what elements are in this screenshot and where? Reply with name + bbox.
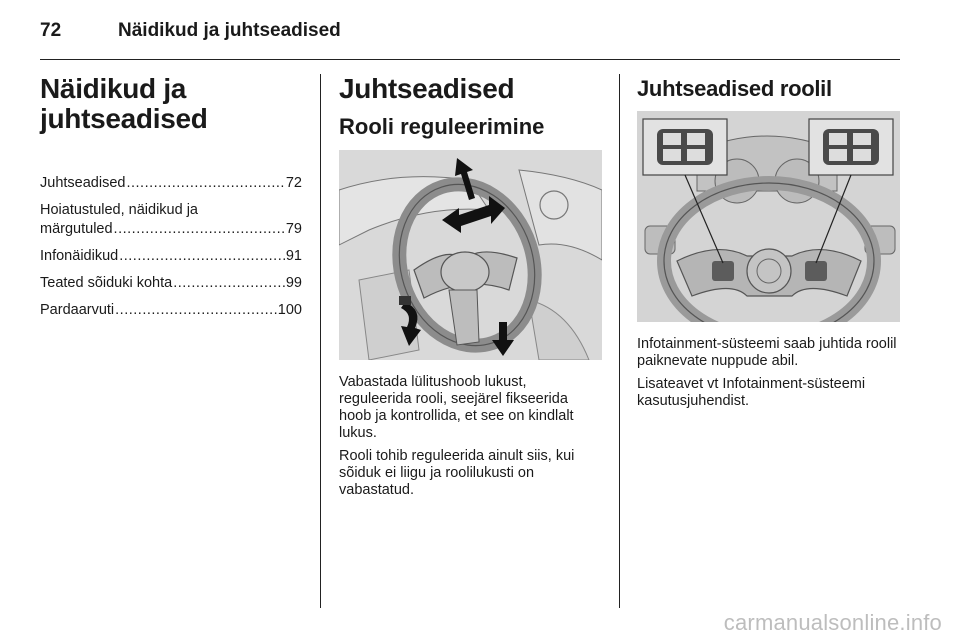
- page-number: 72: [40, 20, 62, 41]
- toc-page: 72: [285, 175, 302, 191]
- toc-page: 99: [285, 275, 302, 291]
- toc-leader: [173, 274, 285, 293]
- column-contents: [40, 74, 302, 328]
- subsection-title: Rooli reguleerimine: [339, 114, 545, 139]
- toc-label: Infonäidikud: [40, 248, 119, 264]
- toc-leader: [115, 301, 277, 320]
- toc-label-line1: Hoiatustuled, näidikud ja: [40, 202, 198, 218]
- paragraph: Rooli tohib reguleerida ainult siis, kui sõiduk ei liigu ja roolilukusti on vabastatud.: [339, 448, 575, 498]
- toc-leader: [119, 247, 285, 266]
- column-divider-2: [619, 74, 620, 608]
- toc-page: 91: [285, 248, 302, 264]
- toc-label: märgutuled: [40, 221, 113, 237]
- paragraph: Lisateavet vt Infotainment-süsteemi kasutusjuhendist.: [637, 376, 866, 409]
- steering-adjust-illustration: [339, 150, 602, 360]
- section-title: Juhtseadised roolil: [637, 76, 832, 101]
- toc-item-3[interactable]: [40, 247, 302, 266]
- table-of-contents: [40, 174, 302, 320]
- paragraph: Infotainment-süsteemi saab juhtida roolil paiknevate nuppude abil.: [637, 336, 897, 369]
- header-title: Näidikud ja juhtseadised: [118, 20, 341, 41]
- column-divider-1: [320, 74, 321, 608]
- section-title: Juhtseadised: [339, 73, 515, 104]
- toc-item-1[interactable]: [40, 174, 302, 193]
- steering-adjust-text: [339, 374, 602, 505]
- toc-label: Teated sõiduki kohta: [40, 275, 173, 291]
- steering-wheel-controls-illustration: [637, 111, 900, 322]
- watermark: carmanualsonline.info: [723, 610, 942, 635]
- toc-item-5[interactable]: [40, 301, 302, 320]
- toc-item-2[interactable]: [40, 201, 302, 239]
- paragraph: Vabastada lülitushoob lukust, reguleerida rooli, seejärel fikseerida hoob ja kontrollida, et see on kindlalt lukus.: [339, 374, 574, 441]
- toc-item-4[interactable]: [40, 274, 302, 293]
- toc-label: Juhtseadised: [40, 175, 126, 191]
- column-wheel-controls: [637, 74, 900, 104]
- column-steering-adjust: [339, 74, 602, 140]
- wheel-controls-text: [637, 336, 900, 416]
- toc-leader: [114, 220, 285, 239]
- chapter-title: Näidikud ja juhtseadised: [40, 73, 208, 134]
- toc-leader: [126, 174, 284, 193]
- toc-page: 79: [285, 221, 302, 237]
- toc-page: 100: [277, 302, 302, 318]
- toc-label: Pardaarvuti: [40, 302, 115, 318]
- header-rule: [40, 59, 900, 60]
